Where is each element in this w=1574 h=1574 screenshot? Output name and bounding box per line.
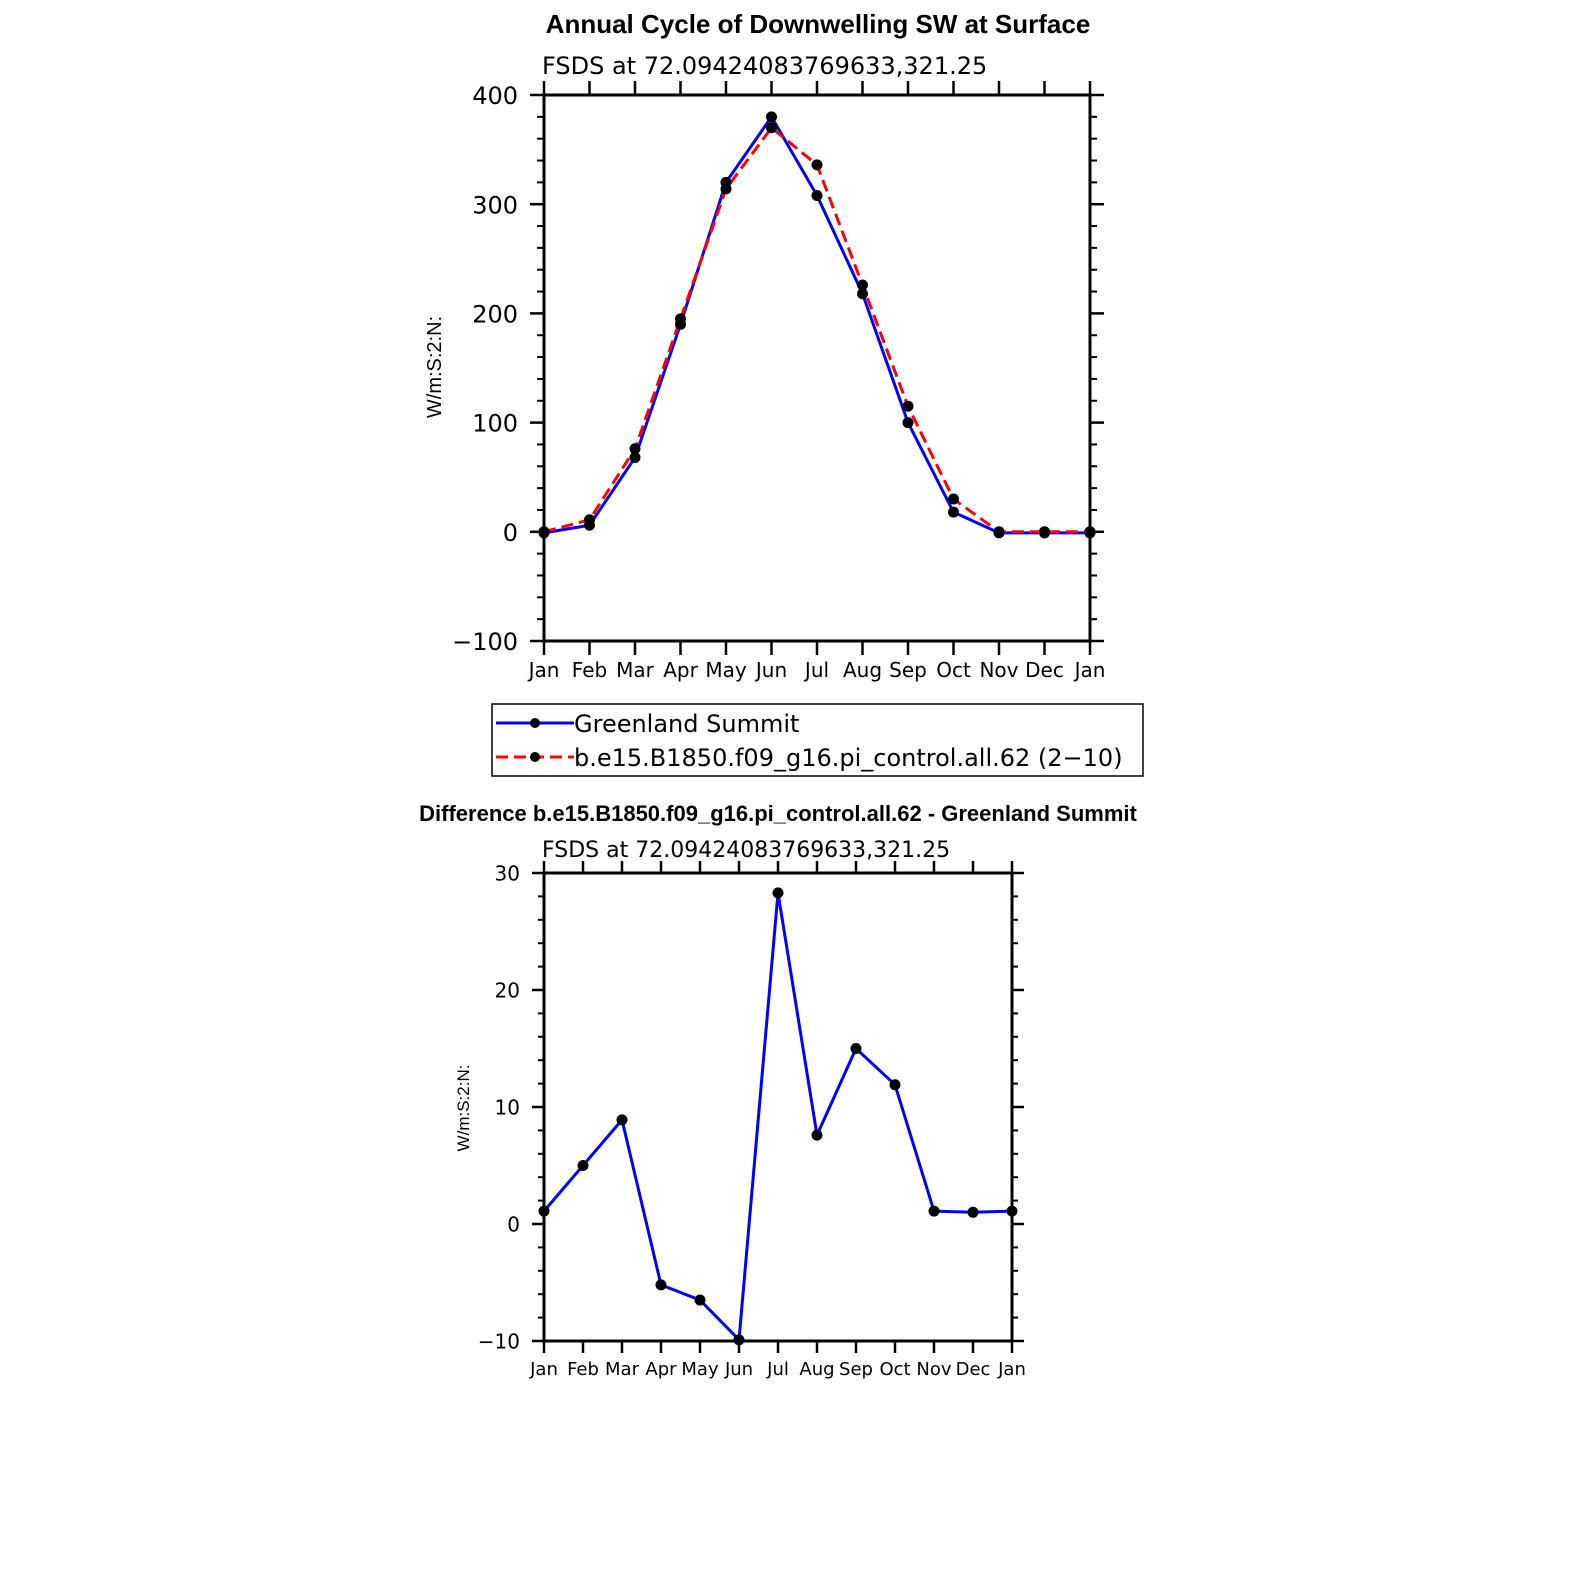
y-tick-label: 0 [502,518,518,547]
data-point [584,514,595,525]
series-lines [544,117,1090,533]
data-point [857,280,868,291]
chart-title: Difference b.e15.B1850.f09_g16.pi_control.all.62 - Greenland Summit [419,801,1137,826]
legend-label-greenland-summit: Greenland Summit [574,710,800,738]
x-tick-label: May [705,658,747,682]
y-tick-label: −100 [452,628,518,657]
data-point [890,1079,901,1090]
x-tick-label: Jun [755,658,788,682]
chart-subtitle: FSDS at 72.09424083769633,321.25 [542,838,951,863]
data-point [903,417,914,428]
legend-label-pi-control: b.e15.B1850.f09_g16.pi_control.all.62 (2−10) [574,744,1123,772]
x-tick-label: Mar [605,1359,639,1380]
x-tick-label: Jan [998,1359,1026,1380]
data-point [617,1114,628,1125]
chart-title: Annual Cycle of Downwelling SW at Surface [545,9,1091,39]
y-tick-label: 100 [472,409,518,438]
data-point [968,1207,979,1218]
data-point [539,526,550,537]
y-tick-label: 300 [472,191,518,220]
data-point [812,159,823,170]
data-point [675,313,686,324]
data-point [721,183,732,194]
x-tick-label: Dec [1025,658,1064,682]
x-tick-label: Jan [530,1359,558,1380]
x-tick-label: Jul [767,1359,789,1380]
data-point [1085,526,1096,537]
series-lines [544,893,1012,1340]
x-tick-label: Dec [955,1359,991,1380]
y-tick-label: 30 [494,861,520,886]
x-tick-label: Apr [663,658,698,682]
y-axis-label: W/m:S:2:N: [424,315,446,419]
x-tick-label: Nov [979,658,1019,682]
data-point [1039,526,1050,537]
axis-ticks [452,81,1105,682]
x-tick-label: Sep [889,658,927,682]
data-point [773,887,784,898]
series-line-0 [544,117,1090,533]
x-tick-label: Aug [842,658,883,682]
y-tick-label: 400 [472,82,518,111]
x-tick-label: Feb [567,1359,599,1380]
data-point [766,122,777,133]
legend [492,704,1143,776]
data-point [851,1043,862,1054]
data-point [656,1279,667,1290]
data-point [994,526,1005,537]
data-point [929,1206,940,1217]
x-tick-label: Mar [616,658,654,682]
axis-ticks [478,861,1026,1380]
y-tick-label: 10 [494,1095,520,1120]
plot-frame [544,95,1090,641]
difference-panel [419,801,1137,1380]
data-point [578,1160,589,1171]
series-line-0 [544,893,1012,1340]
x-tick-label: Apr [645,1359,677,1380]
data-point [734,1334,745,1345]
data-point [630,443,641,454]
y-tick-label: 0 [507,1212,520,1237]
data-point [948,507,959,518]
y-tick-label: 20 [494,978,520,1003]
data-point [539,1206,550,1217]
x-tick-label: Nov [916,1359,952,1380]
y-tick-label: 200 [472,300,518,329]
x-tick-label: Oct [936,658,971,682]
annual-cycle-panel [424,9,1105,682]
x-tick-label: Feb [571,658,608,682]
x-tick-label: Jun [724,1359,754,1380]
data-point [1007,1206,1018,1217]
y-tick-label: −10 [477,1329,520,1354]
legend-marker-pi-control [530,752,540,762]
x-tick-label: Jan [1074,658,1106,682]
data-point [812,1130,823,1141]
data-point [695,1295,706,1306]
x-tick-label: Jan [528,658,560,682]
plot-frame [544,873,1012,1341]
x-tick-label: May [681,1359,719,1380]
x-tick-label: Jul [804,658,830,682]
legend-marker-greenland-summit [530,718,540,728]
x-tick-label: Aug [799,1359,835,1380]
data-point [903,401,914,412]
x-tick-label: Oct [879,1359,911,1380]
data-point [948,494,959,505]
data-point [766,111,777,122]
y-axis-label: W/m:S:2:N: [454,1064,473,1152]
x-tick-label: Sep [839,1359,873,1380]
data-point [812,190,823,201]
chart-subtitle: FSDS at 72.09424083769633,321.25 [542,52,988,80]
series-points [539,887,1018,1345]
